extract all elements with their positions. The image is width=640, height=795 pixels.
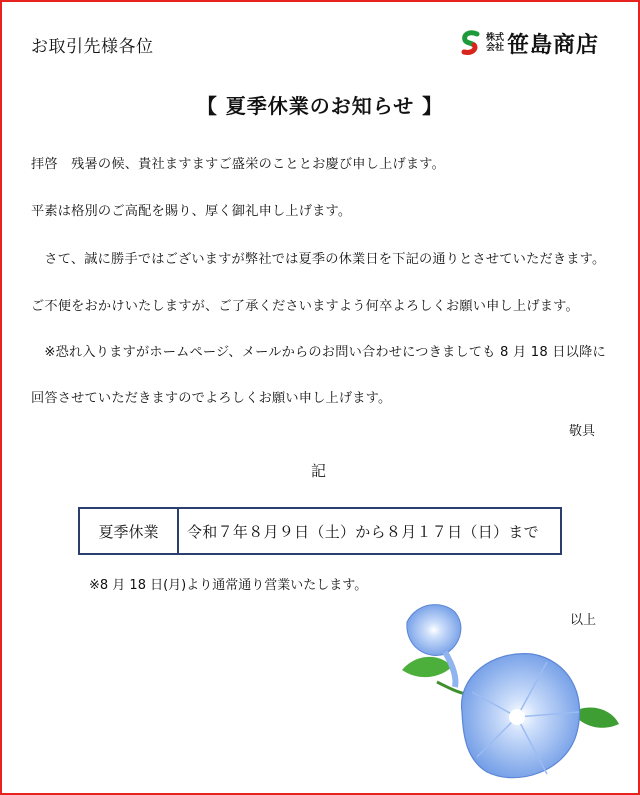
company-type	[486, 33, 504, 53]
company-prefix-bottom: 会社	[486, 43, 505, 53]
company-s-mark-icon	[460, 30, 482, 56]
notice-title: 【 夏季休業のお知らせ 】	[196, 94, 444, 118]
ki-heading: 記	[311, 462, 327, 480]
morning-glory-illustration-icon	[397, 592, 622, 792]
body-line-announcement: さて、誠に勝手ではございますが弊社では夏季の休業日を下記の通りとさせていただきます。	[31, 252, 606, 267]
body-line-inquiry-note-cont: 回答させていただきますのでよろしくお願い申し上げます。	[31, 391, 392, 406]
holiday-dates: 令和７年８月９日（土）から８月１７日（日）まで	[187, 522, 539, 541]
holiday-table	[78, 507, 562, 555]
closing-ijou: 以上	[570, 613, 597, 628]
company-name: 笹島商店	[507, 32, 600, 58]
holiday-label: 夏季休業	[80, 509, 179, 553]
closing-keigu: 敬具	[569, 424, 596, 439]
body-line-greeting: 拝啓 残暑の候、貴社ますますご盛栄のこととお慶び申し上げます。	[31, 157, 445, 172]
company-prefix-top: 株式	[486, 33, 505, 43]
body-line-thanks: 平素は格別のご高配を賜り、厚く御礼申し上げます。	[31, 204, 352, 219]
addressee: お取引先様各位	[31, 37, 154, 57]
body-line-inquiry-note: ※恐れ入りますがホームページ、メールからのお問い合わせにつきましても 8 月 18 日以降に	[31, 345, 606, 360]
body-line-apology: ご不便をおかけいたしますが、ご了承くださいますよう何卒よろしくお願い申し上げます。	[31, 299, 579, 314]
reopen-note: ※8 月 18 日(月)より通常通り営業いたします。	[89, 578, 368, 593]
company-logo	[460, 28, 599, 58]
